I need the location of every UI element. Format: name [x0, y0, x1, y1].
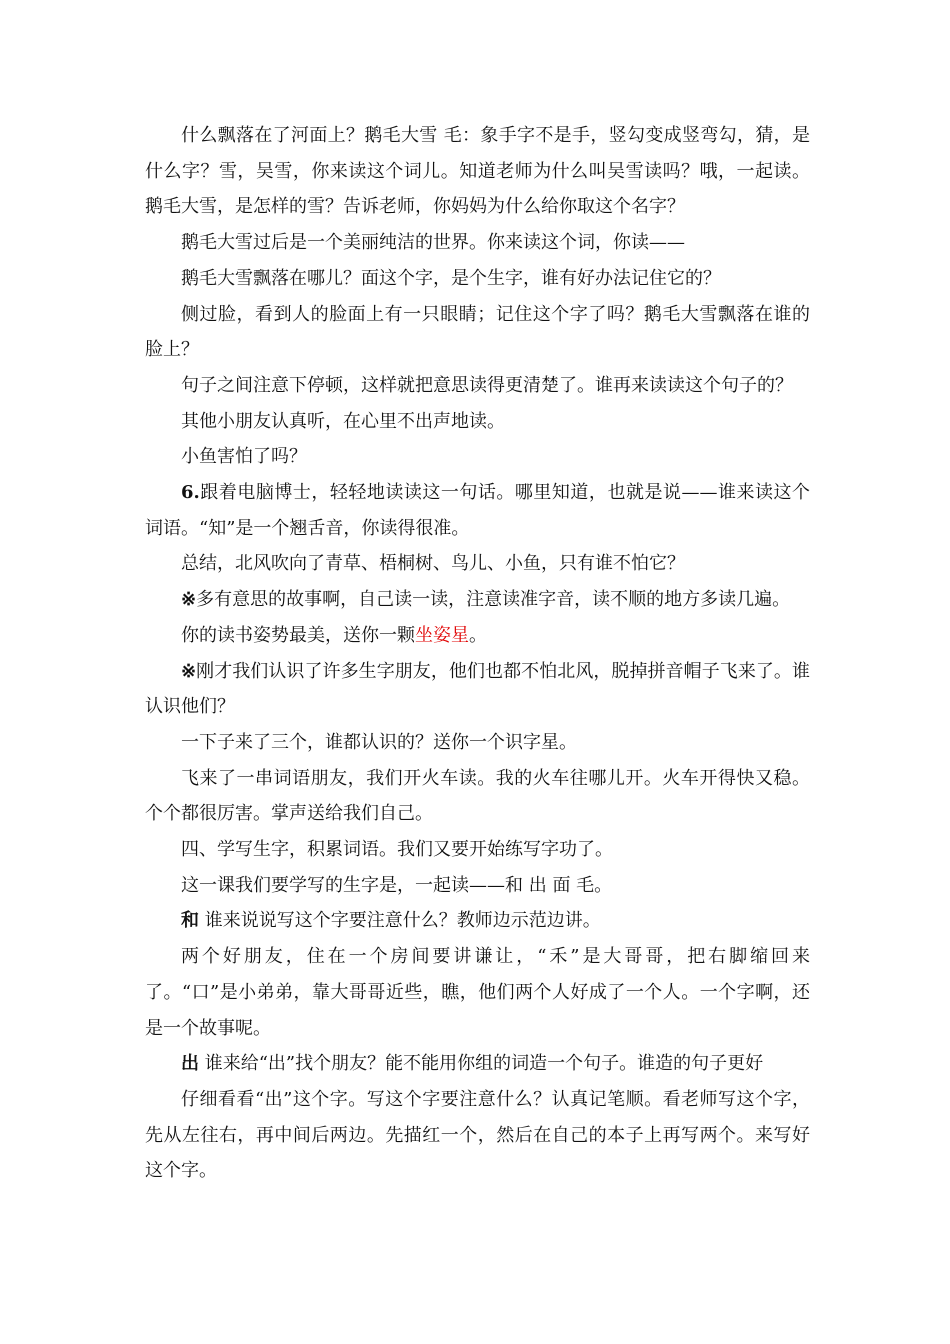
- paragraph-text: 句子之间注意下停顿，这样就把意思读得更清楚了。谁再来读读这个句子的？: [181, 374, 793, 396]
- paragraph-tail: 。: [469, 624, 487, 646]
- paragraph-text: 其他小朋友认真听，在心里不出声地读。: [181, 410, 505, 432]
- paragraph-9: [145, 546, 810, 582]
- paragraph-11: [145, 618, 810, 654]
- paragraph-text: 跟着电脑博士，轻轻地读读这一句话。哪里知道，也就是说——谁来读这个词语。“知”是一个翘舌音，你读得很准。: [145, 482, 810, 539]
- paragraph-text: 仔细看看“出”这个字。写这个字要注意什么？认真记笔顺。看老师写这个字，先从左往右，再中间后两边。先描红一个，然后在自己的本子上再写两个。来写好这个字。: [145, 1088, 810, 1182]
- paragraph-text: 刚才我们认识了许多生字朋友，他们也都不怕北风，脱掉拼音帽子飞来了。谁认识他们？: [145, 660, 810, 718]
- reference-mark: ※: [181, 660, 197, 682]
- paragraph-7: [145, 439, 810, 475]
- paragraph-text: 鹅毛大雪飘落在哪儿？面这个字，是个生字，谁有好办法记住它的？: [181, 267, 721, 289]
- paragraph-13: [145, 725, 810, 761]
- paragraph-19: [145, 1046, 810, 1082]
- highlighted-phrase: 坐姿星: [415, 624, 469, 646]
- paragraph-5: [145, 368, 810, 404]
- paragraph-3: [145, 261, 810, 297]
- paragraph-text: 鹅毛大雪过后是一个美丽纯洁的世界。你来读这个词，你读——: [181, 232, 685, 254]
- paragraph-text: 侧过脸，看到人的脸面上有一只眼睛；记住这个字了吗？鹅毛大雪飘落在谁的脸上？: [145, 303, 810, 361]
- paragraph-text: 多有意思的故事啊，自己读一读，注意读准字音，读不顺的地方多读几遍。: [196, 589, 791, 611]
- paragraph-12: [145, 654, 810, 725]
- paragraph-16: [145, 868, 810, 904]
- paragraph-6: [145, 404, 810, 440]
- paragraph-4: [145, 297, 810, 368]
- paragraph-20: [145, 1082, 810, 1189]
- paragraph-17: [145, 903, 810, 939]
- paragraph-text: 飞来了一串词语朋友，我们开火车读。我的火车往哪儿开。火车开得快又稳。个个都很厉害。掌声送给我们自己。: [145, 767, 810, 825]
- reference-mark: ※: [181, 589, 197, 611]
- character-heading: 出: [181, 1053, 199, 1075]
- paragraph-text: 四、学写生字，积累词语。我们又要开始练写字功了。: [181, 839, 613, 861]
- paragraph-14: [145, 761, 810, 832]
- character-heading: 和: [181, 910, 199, 932]
- paragraph-text: 两个好朋友，住在一个房间要讲谦让，“禾”是大哥哥，把右脚缩回来了。“口”是小弟弟，靠大哥哥近些，瞧，他们两个人好成了一个人。一个字啊，还是一个故事呢。: [145, 946, 810, 1039]
- paragraph-text: 总结，北风吹向了青草、梧桐树、鸟儿、小鱼，只有谁不怕它？: [181, 553, 685, 575]
- paragraph-15: [145, 832, 810, 868]
- paragraph-2: [145, 225, 810, 261]
- paragraph-text: 你的读书姿势最美，送你一颗: [181, 624, 415, 646]
- paragraph-text: 这一课我们要学写的生字是，一起读——和 出 面 毛。: [181, 874, 613, 896]
- paragraph-10: [145, 582, 810, 618]
- paragraph-text: 一下子来了三个，谁都认识的？送你一个识字星。: [181, 731, 577, 753]
- paragraph-text: 谁来给“出”找个朋友？能不能用你组的词造一个句子。谁造的句子更好: [199, 1053, 764, 1075]
- paragraph-text: 小鱼害怕了吗？: [181, 446, 307, 468]
- step-number: 6.: [181, 482, 200, 504]
- paragraph-8: [145, 475, 810, 546]
- document-page: [145, 118, 810, 1189]
- paragraph-18: [145, 939, 810, 1046]
- paragraph-text: 什么飘落在了河面上？鹅毛大雪 毛：象手字不是手，竖勾变成竖弯勾，猜，是什么字？雪，吴雪，你来读这个词儿。知道老师为什么叫吴雪读吗？哦，一起读。鹅毛大雪，是怎样的雪？告诉老师，你妈妈为什么给你取这个名字？: [145, 125, 810, 218]
- paragraph-1: [145, 118, 810, 225]
- paragraph-text: 谁来说说写这个字要注意什么？教师边示范边讲。: [199, 910, 601, 932]
